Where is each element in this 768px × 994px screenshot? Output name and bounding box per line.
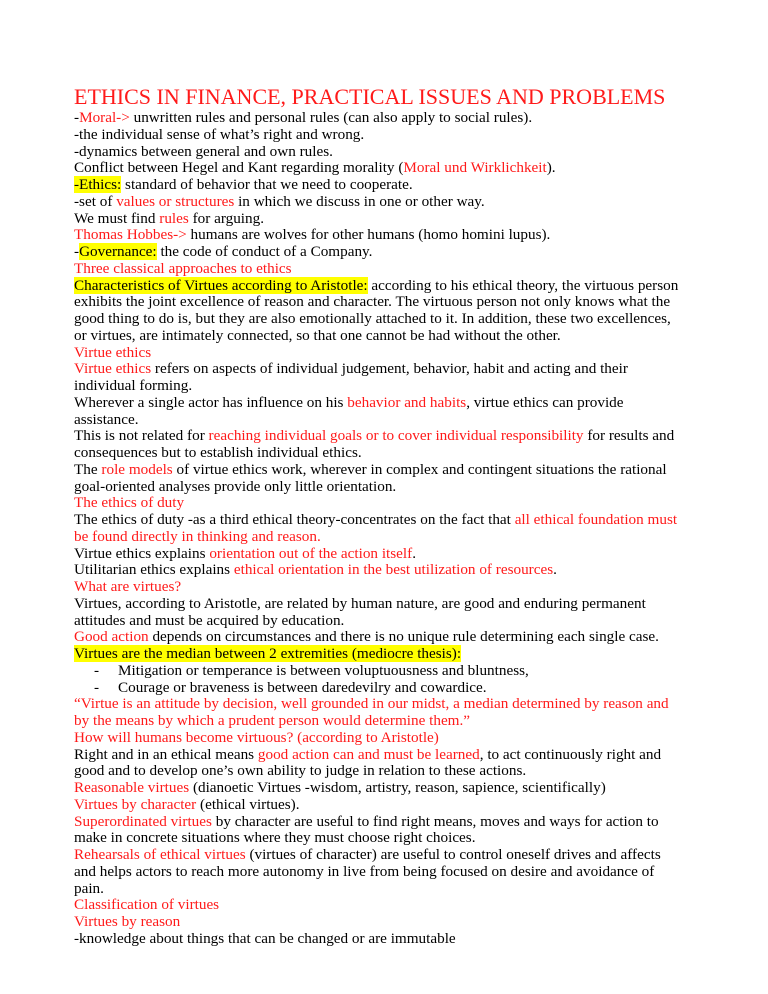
text-line [74,814,678,831]
text-segment: The [74,460,102,478]
text-segment: Wherever a single actor has influence on his [74,393,348,411]
text-segment: We must find [74,209,160,227]
text-line [74,529,678,546]
text-segment: depends on circumstances and there is no unique rule determining each single case. [148,628,659,646]
red-text: Good action [74,628,149,646]
red-text: behavior and habits [347,393,467,411]
text-segment: -knowledge about things that can be changed or are immutable [74,929,456,947]
text-line [74,110,678,127]
text-line [74,412,678,429]
text-line [74,696,678,713]
text-line [74,361,678,378]
text-line [74,864,678,881]
red-text: Virtues by character [74,795,197,813]
red-text: by the means by which a prudent person would determine them.” [74,712,471,729]
text-line [74,881,678,898]
text-line [74,445,678,462]
text-line [74,194,678,211]
text-line [74,546,678,563]
text-line [74,227,678,244]
text-segment: and helps actors to reach more autonomy in live from being focused on desire and avoidance of [74,862,655,880]
red-text: Virtue ethics [74,343,152,361]
text-line [74,613,678,630]
document-title: ETHICS IN FINANCE, PRACTICAL ISSUES AND PROBLEMS [74,84,666,109]
text-line [74,562,678,579]
text-line [74,763,678,780]
text-segment: ). [546,159,556,177]
text-segment: goal-oriented analyses provide only little orientation. [74,477,397,495]
red-text: reaching individual goals or to cover individual responsibility [208,427,584,445]
text-segment: -dynamics between general and own rules. [74,142,333,160]
text-segment: unwritten rules and personal rules (can also apply to social rules). [129,109,533,126]
text-line [74,278,678,295]
text-segment: Utilitarian ethics explains [74,561,234,579]
red-text: role models [101,460,173,478]
red-text: Thomas Hobbes-> [74,226,187,244]
text-segment: -the individual sense of what’s right and wrong. [74,125,365,143]
red-text: Virtues by reason [74,913,181,930]
text-segment: refers on aspects of individual judgement, behavior, habit and acting and their [151,360,628,378]
text-segment: The ethics of duty -as a third ethical theory-concentrates on the fact that [74,511,515,528]
text-line [74,797,678,814]
text-line [74,462,678,479]
text-segment: Courage or braveness is between daredevilry and cowardice. [118,678,487,696]
text-segment: consequences but to establish individual ethics. [74,444,362,461]
text-line [74,747,678,764]
document-page [74,84,678,948]
text-segment: . [553,561,557,579]
red-text: ethical orientation in the best utilization of resources [233,561,554,579]
text-line [74,512,678,529]
text-line [74,713,678,730]
text-segment: (virtues of character) are useful to control oneself drives and affects [245,846,661,863]
text-segment: Virtues, according to Aristotle, are related by human nature, are good and enduring permanent [74,594,646,612]
text-line [74,931,678,948]
red-text: be found directly in thinking and reason. [74,527,321,545]
text-line [74,780,678,797]
text-segment: - [74,243,80,260]
text-line [74,663,678,680]
text-segment: assistance. [74,410,139,428]
text-segment: This is not related for [74,427,209,445]
red-text: values or structures [116,192,235,210]
text-line [74,897,678,914]
text-segment: standard of behavior that we need to cooperate. [121,176,413,193]
text-line [74,345,678,362]
text-line [74,395,678,412]
red-text: orientation out of the action itself [209,544,413,562]
text-line [74,579,678,596]
text-segment: for results and [583,427,675,445]
text-segment: the code of conduct of a Company. [156,243,373,260]
text-line [74,629,678,646]
text-segment: good and to develop one’s own ability to judge in relation to these actions. [74,762,527,780]
text-segment: individual forming. [74,377,193,394]
text-segment: - [74,109,80,126]
text-line [74,144,678,161]
text-line [74,495,678,512]
red-text: good action can and must be learned [257,745,480,763]
text-line [74,646,678,663]
text-segment: , virtue ethics can provide [466,393,624,411]
red-text: Moral-> [79,109,130,126]
text-segment: (ethical virtues). [196,795,300,813]
red-text: “Virtue is an attitude by decision, well grounded in our midst, a median determined by reason and [74,695,669,713]
text-segment: by character are useful to find right means, moves and ways for action to [211,812,659,830]
red-text: all ethical foundation must [514,511,678,528]
text-line [74,211,678,228]
text-line [74,596,678,613]
red-text: Classification of virtues [74,896,220,914]
text-segment: Mitigation or temperance is between voluptuousness and bluntness, [118,661,529,679]
text-line [74,160,678,177]
text-line [74,294,678,311]
bullet-dash: - [94,661,100,679]
text-line [74,680,678,697]
text-segment: of virtue ethics work, wherever in complex and contingent situations the rational [172,460,667,478]
text-line [74,830,678,847]
red-text: What are virtues? [74,578,182,595]
highlighted-text: Virtues are the median between 2 extremities (mediocre thesis): [74,645,462,662]
text-line [74,311,678,328]
text-line [74,847,678,864]
text-segment: Right and in an ethical means [74,745,258,763]
highlighted-text: -Ethics: [74,176,122,193]
red-text: Moral und Wirklichkeit [403,159,547,177]
red-text: Superordinated virtues [74,812,212,830]
text-segment: pain. [74,879,104,897]
red-text: How will humans become virtuous? (according to Aristotle) [74,728,439,746]
text-segment: or virtues, are intimately connected, so that one cannot be had without the other. [74,326,561,344]
text-line [74,428,678,445]
text-line [74,730,678,747]
text-segment: , to act continuously right and [479,745,662,763]
text-segment: attitudes and must be acquired by education. [74,611,345,629]
text-segment: Virtue ethics explains [74,544,210,562]
text-segment: in which we discuss in one or other way. [234,192,485,210]
document-body [74,110,678,948]
red-text: The ethics of duty [74,494,185,512]
text-line [74,378,678,395]
text-segment: -set of [74,192,117,210]
text-line [74,914,678,931]
text-segment: exhibits the joint excellence of reason and character. The virtuous person not only knows what the [74,293,671,311]
text-segment: good thing to do is, but they are also emotionally attached to it. In addition, these two excellences, [74,310,671,327]
text-segment: make in concrete situations where they must choose right choices. [74,829,476,847]
red-text: Virtue ethics [74,360,152,378]
text-segment: humans are wolves for other humans (homo homini lupus). [186,226,551,244]
text-segment: according to his ethical theory, the virtuous person [367,276,679,294]
bullet-dash: - [94,678,100,696]
red-text: Reasonable virtues [74,779,190,796]
highlighted-text: Governance: [79,243,157,260]
red-text: Three classical approaches to ethics [74,259,292,277]
text-line [74,127,678,144]
text-line [74,261,678,278]
red-text: Rehearsals of ethical virtues [74,846,246,863]
text-line [74,479,678,496]
red-text: rules [159,209,189,227]
text-segment: for arguing. [188,209,265,227]
text-line [74,177,678,194]
highlighted-text: Characteristics of Virtues according to Aristotle: [74,276,368,294]
text-line [74,244,678,261]
text-line [74,328,678,345]
text-segment: . [412,544,416,562]
text-segment: Conflict between Hegel and Kant regarding morality ( [74,159,404,177]
text-segment: (dianoetic Virtues -wisdom, artistry, reason, sapience, scientifically) [189,779,606,796]
